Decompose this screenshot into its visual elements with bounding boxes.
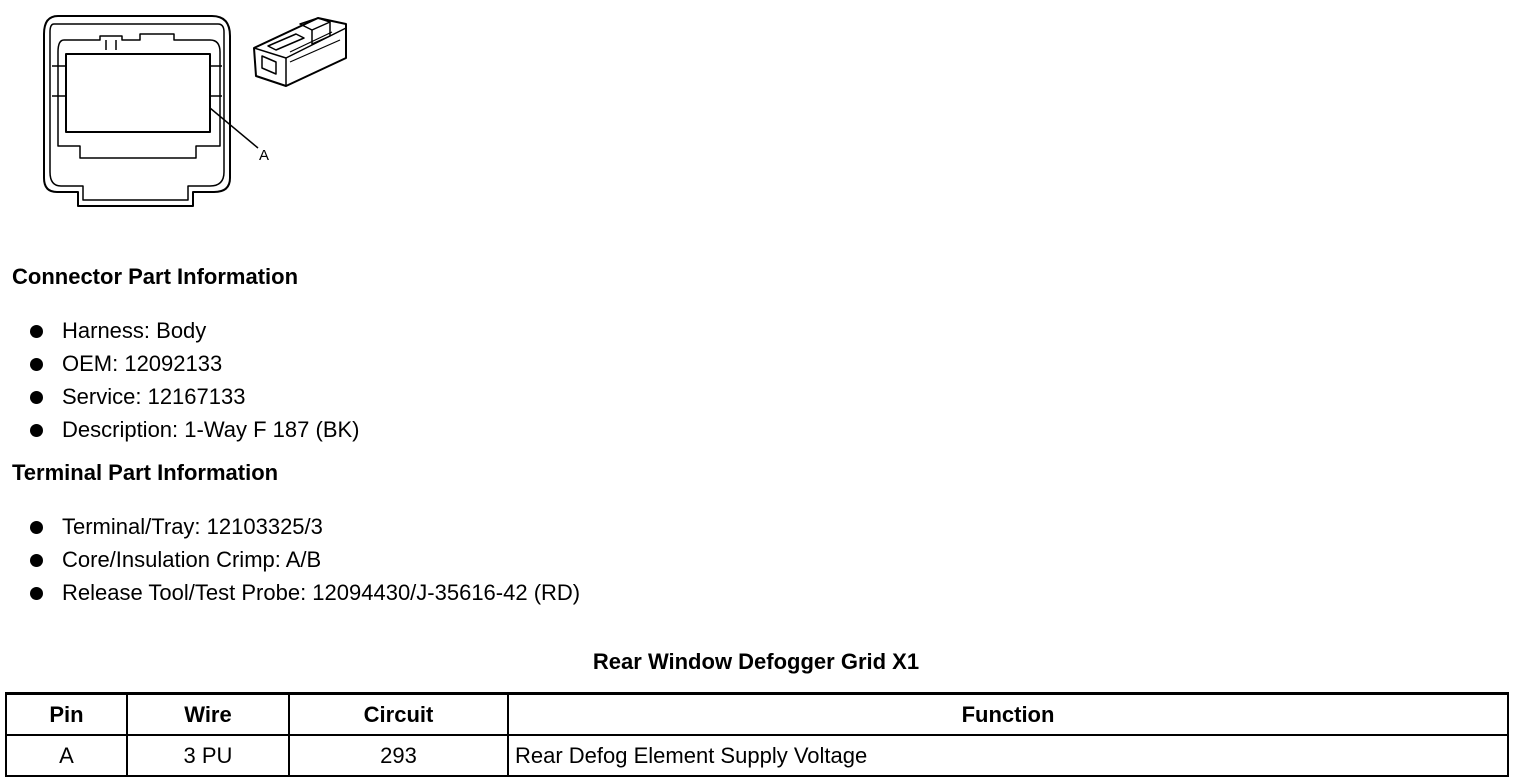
terminal-part-info-list (28, 512, 580, 611)
connector-part-info-list (28, 316, 360, 448)
list-item (28, 578, 580, 611)
wire-cell: 3 PU (127, 735, 289, 776)
bullet-icon (30, 554, 43, 567)
list-item (28, 316, 360, 349)
table-header-row (6, 694, 1508, 736)
harness-text: Harness: Body (62, 318, 207, 343)
terminal-part-info-heading: Terminal Part Information (12, 460, 279, 485)
callout-label: A (259, 147, 270, 164)
connector-drawing (0, 0, 400, 215)
list-item (28, 382, 360, 415)
terminal-tray-text: Terminal/Tray: 12103325/3 (62, 514, 323, 539)
connector-face-view (44, 16, 258, 206)
list-item (28, 415, 360, 448)
oem-text: OEM: 12092133 (62, 351, 223, 376)
circuit-cell: 293 (289, 735, 508, 776)
pin-table-title: Rear Window Defogger Grid X1 (592, 649, 920, 674)
release-tool-text: Release Tool/Test Probe: 12094430/J-35616-42 (RD) (62, 580, 581, 605)
function-column-header: Function (508, 694, 1508, 736)
connector-part-info-heading: Connector Part Information (12, 264, 299, 289)
connector-isometric-view (254, 18, 346, 86)
bullet-icon (30, 391, 43, 404)
bullet-icon (30, 424, 43, 437)
pin-column-header: Pin (6, 694, 127, 736)
wire-column-header: Wire (127, 694, 289, 736)
function-cell: Rear Defog Element Supply Voltage (508, 735, 1508, 776)
bullet-icon (30, 521, 43, 534)
list-item (28, 512, 580, 545)
pin-table (5, 692, 1509, 777)
list-item (28, 349, 360, 382)
circuit-column-header: Circuit (289, 694, 508, 736)
description-text: Description: 1-Way F 187 (BK) (62, 417, 360, 442)
bullet-icon (30, 325, 43, 338)
bullet-icon (30, 358, 43, 371)
table-row (6, 735, 1508, 776)
crimp-text: Core/Insulation Crimp: A/B (62, 547, 322, 572)
list-item (28, 545, 580, 578)
pin-cell: A (6, 735, 127, 776)
service-text: Service: 12167133 (62, 384, 246, 409)
bullet-icon (30, 587, 43, 600)
